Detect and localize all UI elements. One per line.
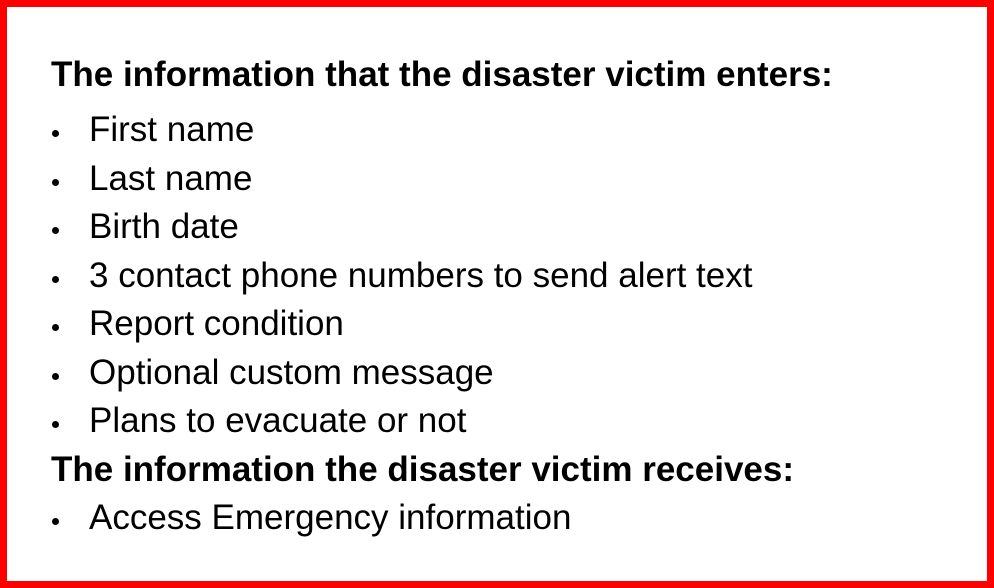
list-item xyxy=(51,300,967,349)
list-item xyxy=(51,106,967,155)
bullet-icon xyxy=(52,518,59,525)
bullet-icon xyxy=(52,227,59,234)
list-item-text: Plans to evacuate or not xyxy=(89,401,467,440)
list-item-text: Last name xyxy=(89,158,253,198)
list-item-text: Access Emergency information xyxy=(89,497,572,537)
bullet-icon xyxy=(52,179,59,186)
section-heading-receives: The information the disaster victim receives: xyxy=(51,449,795,489)
enters-list xyxy=(51,106,967,446)
receives-list xyxy=(51,494,967,543)
list-item-text: 3 contact phone numbers to send alert text xyxy=(89,255,753,295)
list-item-text: First name xyxy=(89,110,255,149)
info-content xyxy=(51,51,967,542)
list-item xyxy=(51,252,967,301)
bullet-icon xyxy=(52,324,59,331)
list-item xyxy=(51,203,967,252)
list-item-text: Birth date xyxy=(89,207,239,246)
bullet-icon xyxy=(52,373,59,380)
list-item xyxy=(51,349,967,398)
bullet-icon xyxy=(52,276,59,283)
bullet-icon xyxy=(52,130,59,137)
list-item xyxy=(51,155,967,204)
list-item xyxy=(51,397,967,446)
section-heading-enters: The information that the disaster victim enters: xyxy=(51,55,833,94)
bullet-icon xyxy=(52,421,59,428)
list-item xyxy=(51,494,967,543)
list-item-text: Optional custom message xyxy=(89,352,494,392)
list-item-text: Report condition xyxy=(89,304,344,343)
